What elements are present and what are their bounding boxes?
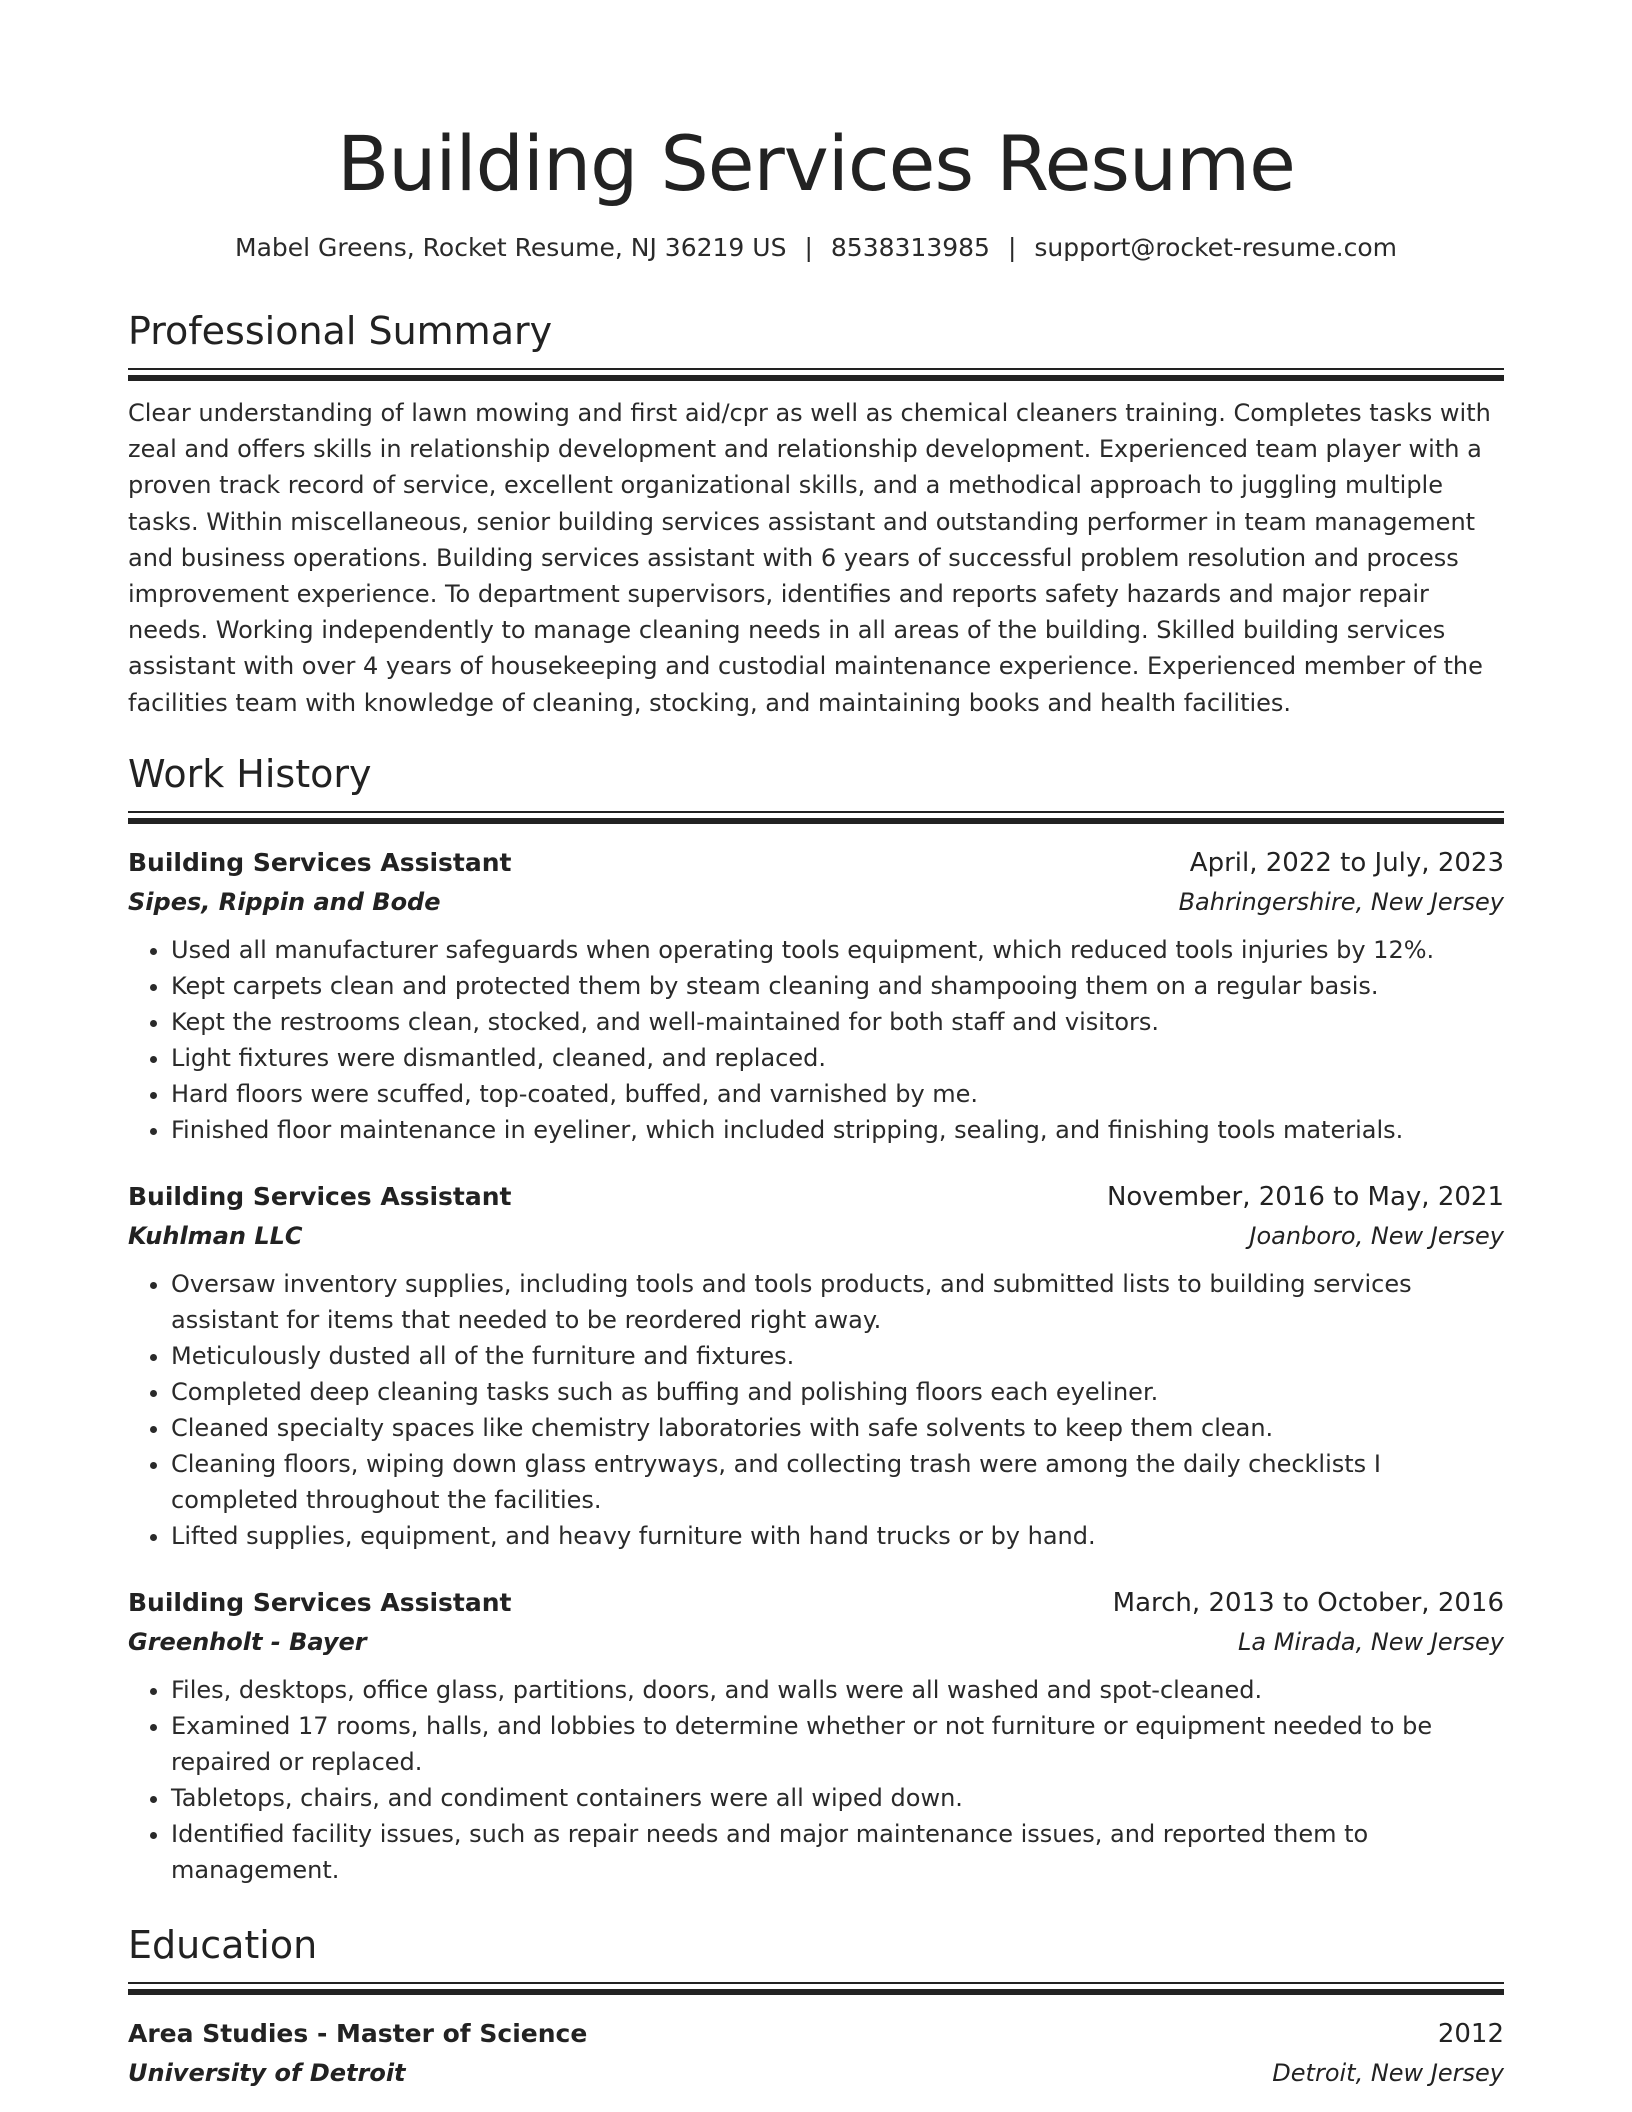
- list-item: • Oversaw inventory supplies, including tools and tools products, and submitted lists to building services assistant for items that needed to be reordered right away.: [171, 1266, 1504, 1338]
- list-item: • Cleaning floors, wiping down glass entryways, and collecting trash were among the daily checklists I completed throughout the facilities.: [171, 1446, 1504, 1518]
- job-dates: November, 2016 to May, 2021: [1106, 1181, 1504, 1212]
- school-location: Detroit, New Jersey: [1272, 2058, 1504, 2087]
- job-location: La Mirada, New Jersey: [1237, 1627, 1504, 1656]
- contact-address: Mabel Greens, Rocket Resume, NJ 36219 US: [235, 233, 787, 262]
- professional-summary-section: [128, 306, 1504, 721]
- job-bullets: [128, 1266, 1504, 1554]
- summary-text: Clear understanding of lawn mowing and first aid/cpr as well as chemical cleaners training. Completes tasks with zeal and offers skills in relationship development and relationship development. Experienced team player with a proven track record of service, excellent organizational skills, and a methodical approach to juggling multiple tasks. Within miscellaneous, senior building services assistant and outstanding performer in team management and business operations. Building services assistant with 6 years of successful problem resolution and process improvement experience. To department supervisors, identifies and reports safety hazards and major repair needs. Working independently to manage cleaning needs in all areas of the building. Skilled building services assistant with over 4 years of housekeeping and custodial maintenance experience. Experienced member of the facilities team with knowledge of cleaning, stocking, and maintaining books and health facilities.: [128, 399, 1491, 717]
- section-heading: Work History: [128, 751, 372, 796]
- list-item: • Meticulously dusted all of the furniture and fixtures.: [171, 1338, 1504, 1374]
- section-divider: [128, 368, 1504, 381]
- contact-phone: 8538313985: [830, 233, 990, 262]
- graduation-year: 2012: [1437, 2018, 1504, 2049]
- section-divider: [128, 811, 1504, 824]
- job-entry: [128, 1584, 1504, 1888]
- list-item: • Finished floor maintenance in eyeliner, which included stripping, sealing, and finishing tools materials.: [171, 1112, 1504, 1148]
- job-title: Building Services Assistant: [128, 847, 512, 877]
- section-heading: Professional Summary: [128, 309, 553, 353]
- contact-separator: |: [1007, 233, 1017, 262]
- job-entry: [128, 1178, 1504, 1554]
- job-dates: March, 2013 to October, 2016: [1112, 1587, 1504, 1618]
- section-heading: Education: [128, 1922, 318, 1967]
- list-item: • Light fixtures were dismantled, cleaned, and replaced.: [171, 1040, 1504, 1076]
- contact-line: [128, 230, 1504, 266]
- work-history-section: [128, 749, 1504, 1888]
- education-entry: [128, 2015, 1504, 2093]
- company-name: Sipes, Rippin and Bode: [128, 887, 441, 916]
- job-bullets: [128, 932, 1504, 1148]
- list-item: • Kept carpets clean and protected them by steam cleaning and shampooing them on a regular basis.: [171, 968, 1504, 1004]
- list-item: • Used all manufacturer safeguards when operating tools equipment, which reduced tools injuries by 12%.: [171, 932, 1504, 968]
- company-name: Greenholt - Bayer: [128, 1627, 367, 1656]
- list-item: • Tabletops, chairs, and condiment containers were all wiped down.: [171, 1780, 1504, 1816]
- list-item: • Lifted supplies, equipment, and heavy furniture with hand trucks or by hand.: [171, 1518, 1504, 1554]
- job-bullets: [128, 1672, 1504, 1888]
- contact-separator: |: [804, 233, 813, 262]
- school-name: University of Detroit: [128, 2058, 406, 2087]
- degree-name: Area Studies - Master of Science: [128, 2018, 588, 2048]
- job-location: Bahringershire, New Jersey: [1178, 887, 1504, 916]
- job-entry: [128, 844, 1504, 1148]
- list-item: • Kept the restrooms clean, stocked, and well-maintained for both staff and visitors.: [171, 1004, 1504, 1040]
- section-divider: [128, 1982, 1504, 1995]
- company-name: Kuhlman LLC: [128, 1221, 303, 1250]
- job-title: Building Services Assistant: [128, 1587, 512, 1617]
- resume-title: Building Services Resume: [337, 119, 1295, 208]
- job-location: Joanboro, New Jersey: [1249, 1221, 1504, 1250]
- contact-email: support@rocket-resume.com: [1034, 233, 1397, 262]
- job-dates: April, 2022 to July, 2023: [1189, 847, 1504, 878]
- education-section: [128, 1920, 1504, 2093]
- list-item: • Examined 17 rooms, halls, and lobbies to determine whether or not furniture or equipment needed to be repaired or replaced.: [171, 1708, 1504, 1780]
- list-item: • Hard floors were scuffed, top-coated, buffed, and varnished by me.: [171, 1076, 1504, 1112]
- list-item: • Files, desktops, office glass, partitions, doors, and walls were all washed and spot-cleaned.: [171, 1672, 1504, 1708]
- list-item: • Cleaned specialty spaces like chemistry laboratories with safe solvents to keep them clean.: [171, 1410, 1504, 1446]
- list-item: • Identified facility issues, such as repair needs and major maintenance issues, and reported them to management.: [171, 1816, 1504, 1888]
- list-item: • Completed deep cleaning tasks such as buffing and polishing floors each eyeliner.: [171, 1374, 1504, 1410]
- job-title: Building Services Assistant: [128, 1181, 512, 1211]
